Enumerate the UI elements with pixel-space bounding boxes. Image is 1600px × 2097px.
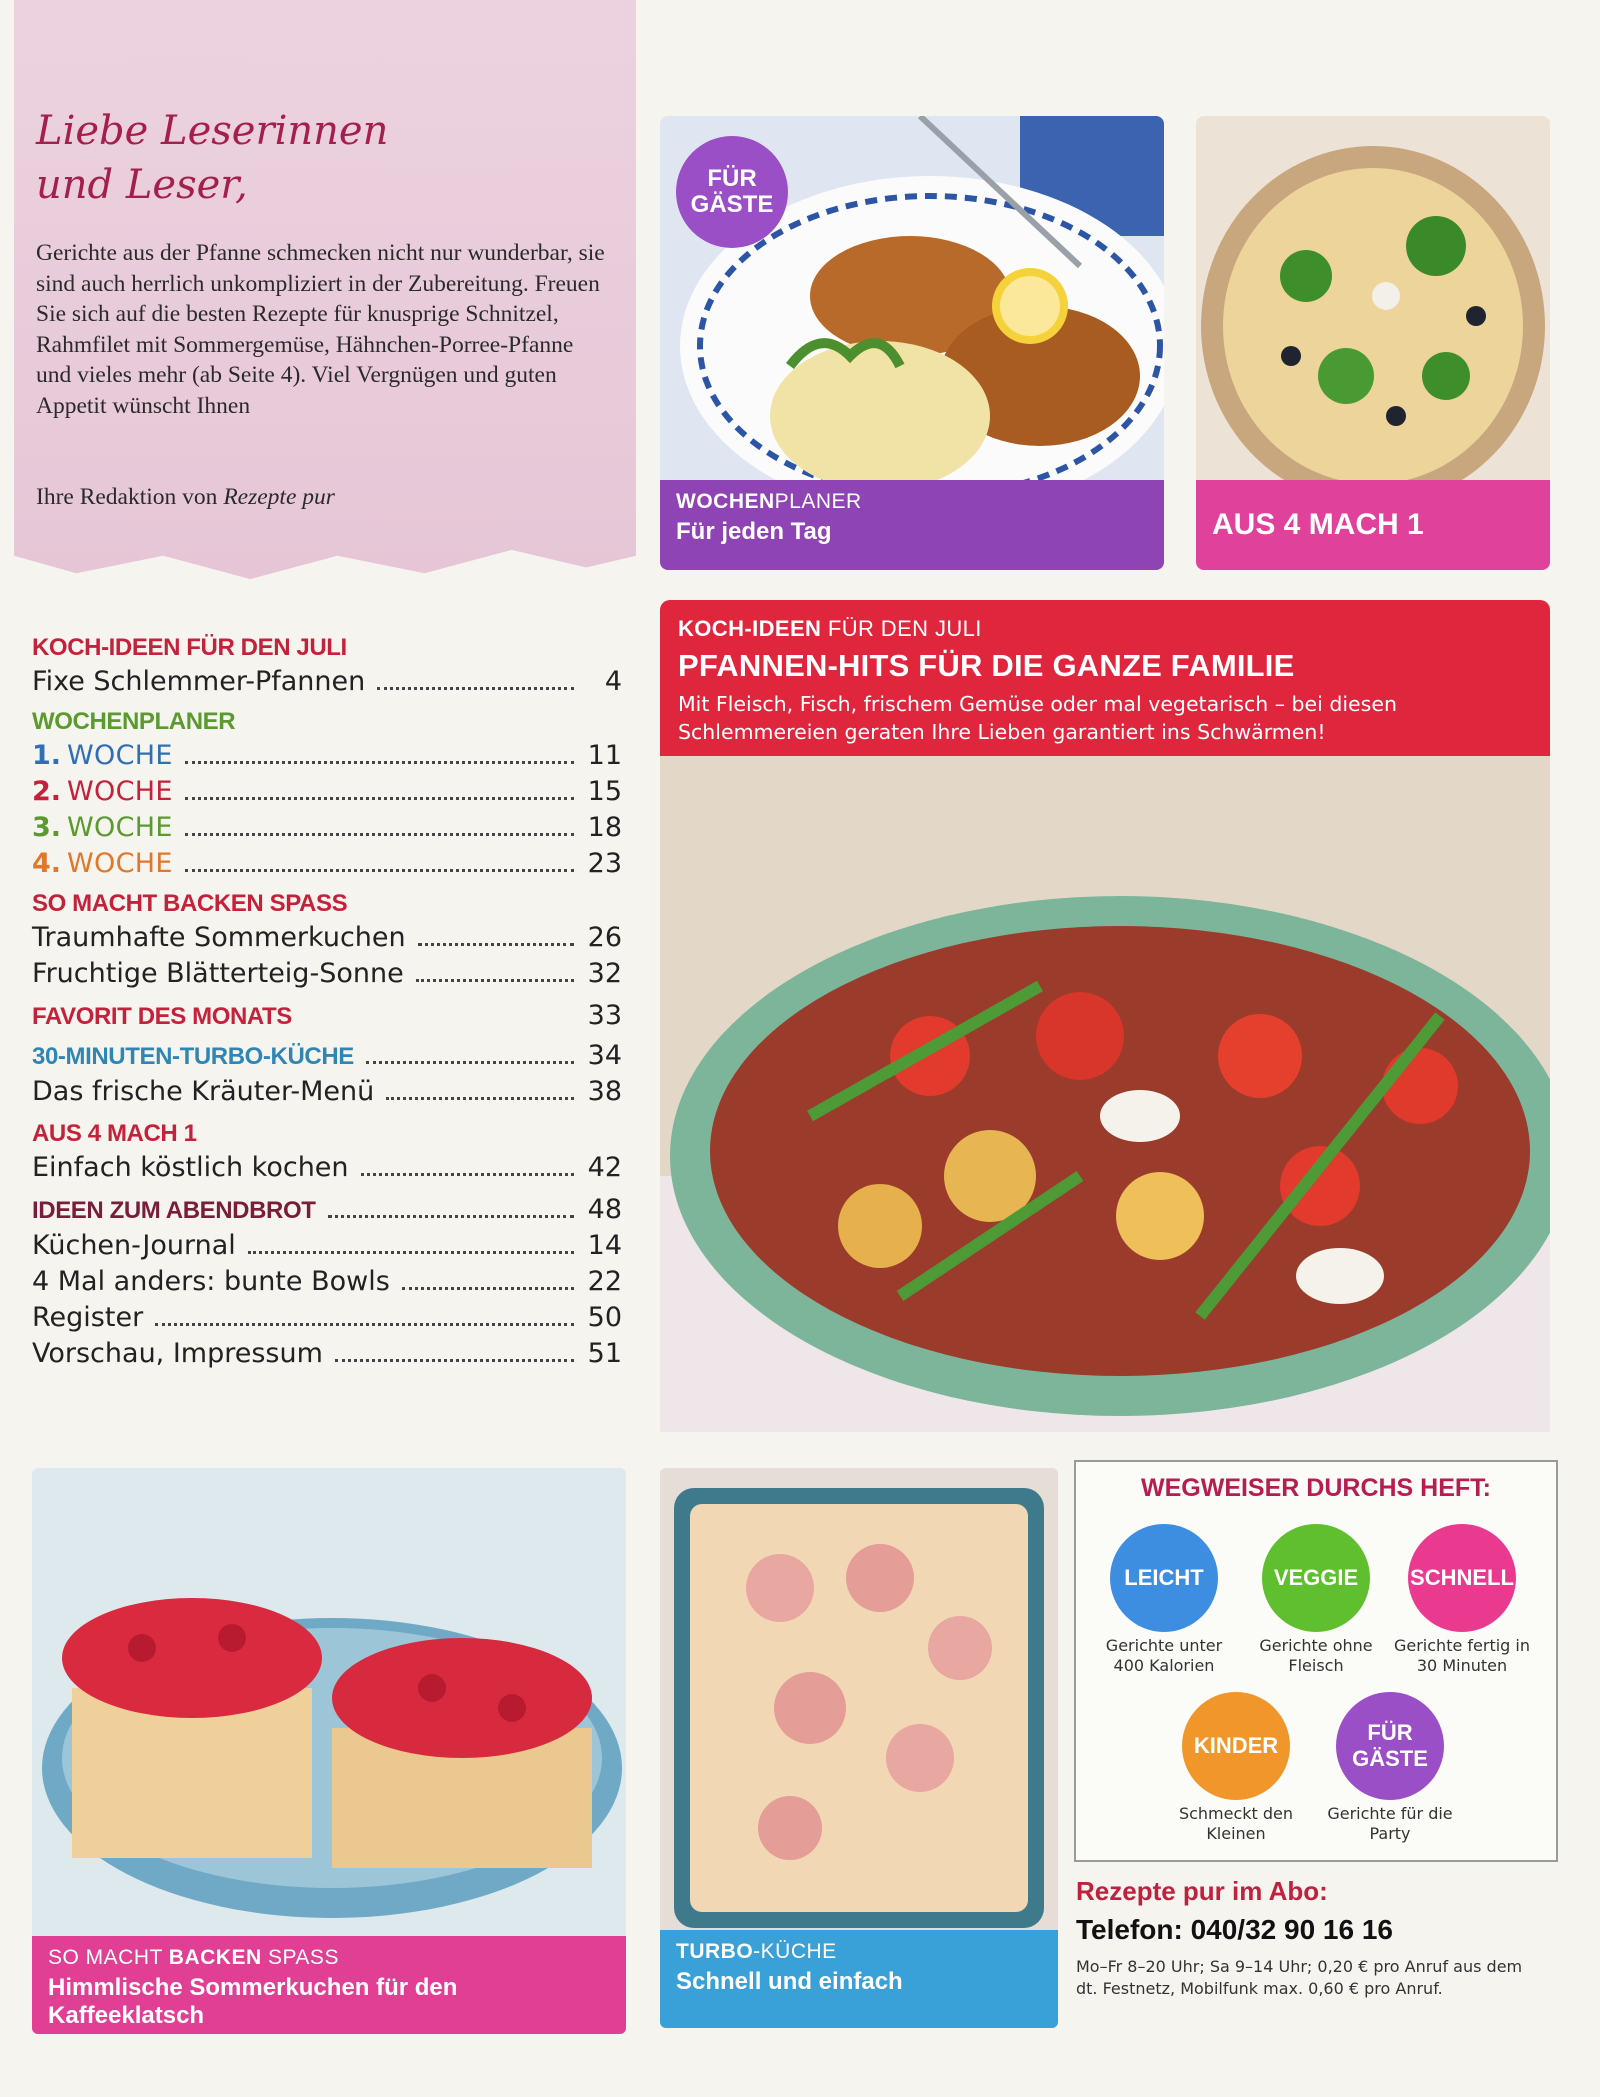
toc-entry[interactable] <box>32 1300 622 1336</box>
badge-schnell: SCHNELL <box>1408 1524 1516 1632</box>
week-label: WOCHE <box>67 848 173 879</box>
feature-banner[interactable] <box>660 600 1550 756</box>
toc-entry-page: 42 <box>587 1152 622 1183</box>
toc-heading-backen: SO MACHT BACKEN SPASS <box>32 890 348 917</box>
feature-pan-photo <box>660 756 1550 1432</box>
badge-fuer-gaeste: FÜR GÄSTE <box>1336 1692 1444 1800</box>
letter-body: Gerichte aus der Pfanne schmecken nicht nur wunderbar, sie sind auch herrlich unkompliziert in der Zubereitung. Freuen Sie sich auf die besten Rezepte für knusprige Schnitzel, Rahmfilet mit Sommergemüse, Hähnchen-Porree-Pfanne und vieles mehr (ab Seite 4). Viel Vergnügen und guten Appetit wünscht Ihnen <box>36 240 605 419</box>
tile-caption <box>660 480 1164 570</box>
toc-entry[interactable] <box>32 1150 622 1186</box>
week-number: 4. <box>32 848 62 879</box>
tile-caption <box>660 1930 1058 2028</box>
caption-kicker-bold: WOCHEN <box>676 490 775 513</box>
toc-entry-page: 15 <box>587 776 622 807</box>
badge-kinder: KINDER <box>1182 1692 1290 1800</box>
toc-entry[interactable] <box>32 664 622 700</box>
toc-heading-wochenplaner: WOCHENPLANER <box>32 708 236 735</box>
toc-entry[interactable] <box>32 1074 622 1110</box>
tile-wochenplaner[interactable] <box>660 116 1164 570</box>
letter-title <box>36 104 456 212</box>
toc-entry-page: 18 <box>587 812 622 843</box>
week-number: 1. <box>32 740 62 771</box>
feature-kicker-rest: FÜR DEN JULI <box>821 616 982 641</box>
toc-entry[interactable] <box>32 920 622 956</box>
caption-kicker-post: SPASS <box>261 1946 339 1969</box>
toc-entry-page: 23 <box>587 848 622 879</box>
caption-kicker <box>676 1940 1042 1964</box>
feature-text: Mit Fleisch, Fisch, frischem Gemüse oder mal vegetarisch – bei diesen Schlemmereien geraten Ihre Lieben garantiert ins Schwärmen! <box>678 692 1397 744</box>
legend-box <box>1074 1460 1558 1862</box>
badge-kinder-desc: Schmeckt den Kleinen <box>1178 1804 1294 1843</box>
tile-turbo-kueche[interactable] <box>660 1468 1058 2028</box>
fuer-gaeste-badge: FÜR GÄSTE <box>676 136 788 248</box>
week-label: WOCHE <box>67 776 173 807</box>
toc-entry-label: Das frische Kräuter-Menü <box>32 1076 375 1107</box>
toc-entry-label: 4 Mal anders: bunte Bowls <box>32 1266 390 1297</box>
toc-entry-page: 4 <box>604 666 622 697</box>
abo-title: Rezepte pur im Abo: <box>1076 1876 1328 1906</box>
toc-entry-page: 48 <box>587 1194 622 1225</box>
toc-entry-label: Fruchtige Blätterteig-Sonne <box>32 958 404 989</box>
toc-entry[interactable] <box>32 1336 622 1372</box>
toc-heading-abendbrot: IDEEN ZUM ABENDBROT <box>32 1197 316 1224</box>
signature-magazine: Rezepte pur <box>223 484 335 510</box>
caption-kicker-bold: BACKEN <box>168 1946 262 1969</box>
toc-heading-favorit: FAVORIT DES MONATS <box>32 1003 292 1030</box>
caption-kicker <box>676 490 1148 514</box>
pan-dish-image <box>660 756 1550 1432</box>
toc-entry-page: 11 <box>587 740 622 771</box>
toc-entry-label: Fixe Schlemmer-Pfannen <box>32 666 366 697</box>
toc-entry-page: 26 <box>587 922 622 953</box>
week-label: WOCHE <box>67 740 173 771</box>
toc-entry-abendbrot[interactable] <box>32 1192 622 1228</box>
toc-entry-label: Küchen-Journal <box>32 1230 236 1261</box>
toc-week-4[interactable] <box>32 846 622 882</box>
toc-entry[interactable] <box>32 956 622 992</box>
toc-entry-page: 51 <box>587 1338 622 1369</box>
toc-entry-turbo[interactable] <box>32 1038 622 1074</box>
toc-entry-favorit[interactable] <box>32 998 622 1034</box>
badge-schnell-desc: Gerichte fertig in 30 Minuten <box>1393 1636 1530 1675</box>
tile-aus-4-mach-1[interactable] <box>1196 116 1550 570</box>
tile-caption <box>32 1936 626 2034</box>
feature-title: PFANNEN-HITS FÜR DIE GANZE FAMILIE <box>678 648 1295 683</box>
toc-entry-page: 34 <box>587 1040 622 1071</box>
badge-veggie: VEGGIE <box>1262 1524 1370 1632</box>
legend-title: WEGWEISER DURCHS HEFT: <box>1141 1474 1491 1502</box>
caption-kicker <box>48 1946 610 1970</box>
toc-entry-page: 32 <box>587 958 622 989</box>
caption-title: Schnell und einfach <box>676 1968 903 1995</box>
toc-entry-page: 38 <box>587 1076 622 1107</box>
week-number: 2. <box>32 776 62 807</box>
toc-entry-page: 22 <box>587 1266 622 1297</box>
toc-entry-label: Traumhafte Sommerkuchen <box>32 922 406 953</box>
toc-week-2[interactable] <box>32 774 622 810</box>
feature-kicker-bold: KOCH-IDEEN <box>678 616 822 641</box>
letter-title-line-1: Liebe Leserinnen <box>36 108 389 154</box>
week-number: 3. <box>32 812 62 843</box>
badge-veggie-desc: Gerichte ohne Fleisch <box>1259 1636 1373 1675</box>
signature-prefix: Ihre Redaktion von <box>36 484 218 510</box>
badge-leicht-desc: Gerichte unter 400 Kalorien <box>1105 1636 1223 1675</box>
toc-entry[interactable] <box>32 1264 622 1300</box>
caption-title: Für jeden Tag <box>676 518 832 545</box>
badge-fuer-gaeste-desc: Gerichte für die Party <box>1327 1804 1453 1843</box>
letter-signature <box>36 484 596 511</box>
toc-entry-label: Vorschau, Impressum <box>32 1338 323 1369</box>
tile-backen[interactable] <box>32 1468 626 2034</box>
toc-heading-aus4: AUS 4 MACH 1 <box>32 1120 197 1147</box>
toc-heading-koch-ideen: KOCH-IDEEN FÜR DEN JULI <box>32 634 347 661</box>
toc-week-3[interactable] <box>32 810 622 846</box>
caption-kicker-rest: -KÜCHE <box>753 1940 837 1963</box>
toc-entry-page: 14 <box>587 1230 622 1261</box>
toc-entry-page: 33 <box>587 1000 622 1031</box>
abo-phone[interactable]: Telefon: 040/32 90 16 16 <box>1076 1914 1393 1945</box>
tile-caption <box>1196 480 1550 570</box>
caption-title: AUS 4 MACH 1 <box>1212 508 1424 541</box>
week-label: WOCHE <box>67 812 173 843</box>
letter-title-line-2: und Leser, <box>36 162 248 208</box>
caption-kicker-bold: TURBO <box>676 1940 754 1963</box>
caption-title: Himmlische Sommerkuchen für den Kaffeeklatsch <box>48 1974 458 2029</box>
table-of-contents <box>32 632 622 1372</box>
feature-kicker <box>678 616 1532 642</box>
badge-leicht: LEICHT <box>1110 1524 1218 1632</box>
toc-week-1[interactable] <box>32 738 622 774</box>
abo-note: Mo–Fr 8–20 Uhr; Sa 9–14 Uhr; 0,20 € pro Anruf aus dem dt. Festnetz, Mobilfunk max. 0,60 € pro Anruf. <box>1076 1957 1523 1998</box>
toc-heading-turbo: 30-MINUTEN-TURBO-KÜCHE <box>32 1043 354 1070</box>
caption-kicker-pre: SO MACHT <box>48 1946 169 1969</box>
toc-entry-label: Register <box>32 1302 144 1333</box>
caption-kicker-rest: PLANER <box>774 490 862 513</box>
toc-entry-page: 50 <box>587 1302 622 1333</box>
toc-entry-label: Einfach köstlich kochen <box>32 1152 349 1183</box>
toc-entry[interactable] <box>32 1228 622 1264</box>
